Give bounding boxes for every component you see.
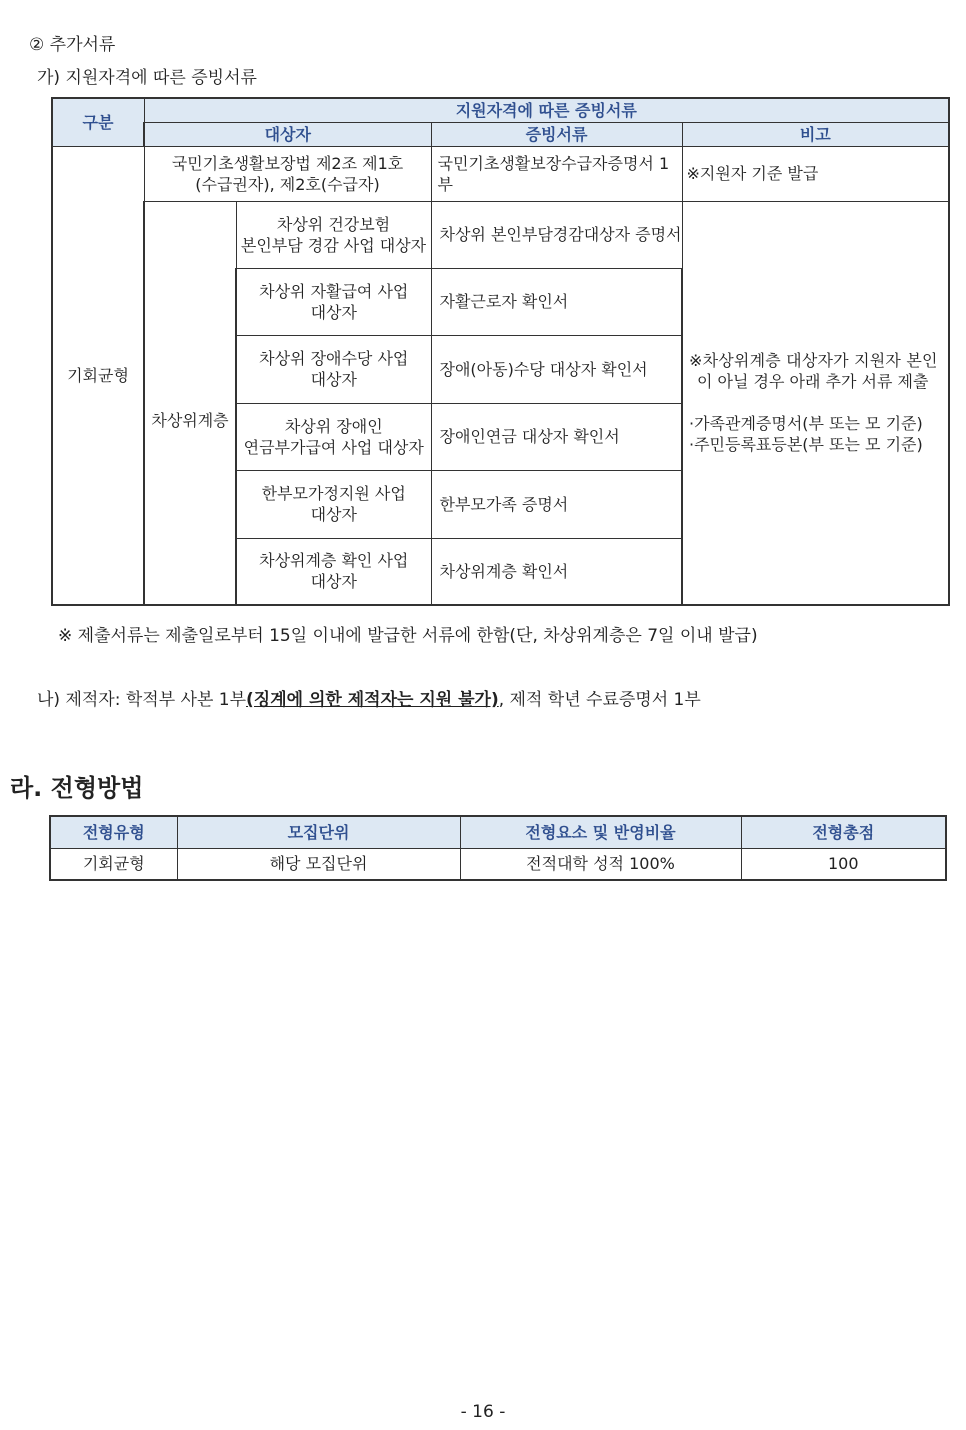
subheading-na-prefix: 나) 제적자: 학적부 사본 1부	[37, 690, 247, 710]
selection-factors-cell: 전적대학 성적 100%	[460, 848, 741, 880]
target-line: 국민기초생활보장법 제2조 제1호	[171, 153, 404, 173]
item-heading: ② 추가서류	[29, 35, 116, 55]
note-line: ·주민등록표등본(부 또는 모 기준)	[689, 435, 923, 455]
target-line: 차상위 장애인	[284, 416, 383, 436]
subheading-ga: 가) 지원자격에 따른 증빙서류	[37, 68, 257, 88]
subheading-na-suffix: , 제적 학년 수료증명서 1부	[498, 690, 701, 710]
selection-method-table	[49, 815, 947, 881]
subgroup-note-cell	[682, 201, 949, 605]
target-line: 대상자	[310, 302, 357, 322]
target-line: 차상위 장애수당 사업	[259, 349, 409, 368]
subgroup-cell: 차상위계층	[144, 201, 236, 605]
target-line: 차상위계층 확인 사업	[259, 551, 409, 571]
section-title: 라. 전형방법	[10, 774, 144, 802]
header-selection-type: 전형유형	[50, 816, 177, 848]
header-doc: 증빙서류	[431, 122, 682, 146]
note-cell: ※지원자 기준 발급	[682, 146, 949, 201]
header-category: 구분	[52, 98, 144, 146]
target-cell	[236, 268, 431, 335]
footnote: ※ 제출서류는 제출일로부터 15일 이내에 발급한 서류에 한함(단, 차상위계층은 7일 이내 발급)	[58, 626, 758, 646]
subheading-na-emphasis: (징계에 의한 제적자는 지원 불가)	[246, 690, 499, 710]
target-line: 대상자	[310, 572, 357, 592]
header-total-score: 전형총점	[741, 816, 946, 848]
subheading-na	[37, 685, 701, 710]
target-line: 대상자	[310, 505, 357, 524]
page-number: - 16 -	[460, 1402, 506, 1422]
target-line: 차상위 건강보험	[276, 214, 391, 234]
doc-cell: 자활근로자 확인서	[431, 268, 682, 335]
header-recruit-unit: 모집단위	[177, 816, 460, 848]
header-selection-factors: 전형요소 및 반영비율	[460, 816, 741, 848]
doc-cell: 국민기초생활보장수급자증명서 1부	[431, 146, 682, 201]
doc-cell: 장애인연금 대상자 확인서	[431, 403, 682, 470]
note-line: 이 아닐 경우 아래 추가 서류 제출	[697, 372, 929, 392]
note-line: ※차상위계층 대상자가 지원자 본인	[689, 351, 938, 371]
selection-type-cell: 기회균형	[50, 848, 177, 880]
target-cell	[236, 470, 431, 538]
doc-cell: 차상위 본인부담경감대상자 증명서	[431, 201, 682, 268]
target-line: 한부모가정지원 사업	[261, 484, 406, 503]
target-cell	[144, 146, 431, 201]
doc-cell: 한부모가족 증명서	[431, 470, 682, 538]
target-cell	[236, 403, 431, 470]
target-cell	[236, 335, 431, 403]
note-line: ·가족관계증명서(부 또는 모 기준)	[689, 414, 923, 434]
category-cell: 기회균형	[52, 146, 144, 605]
target-line: 차상위 자활급여 사업	[259, 281, 409, 301]
target-line: (수급권자), 제2호(수급자)	[195, 174, 380, 194]
evidence-documents-table	[51, 97, 950, 606]
recruit-unit-cell: 해당 모집단위	[177, 848, 460, 880]
doc-cell: 장애(아동)수당 대상자 확인서	[431, 335, 682, 403]
header-note: 비고	[682, 122, 949, 146]
doc-cell: 차상위계층 확인서	[431, 538, 682, 605]
header-target: 대상자	[144, 122, 431, 146]
target-cell	[236, 201, 431, 268]
target-line: 대상자	[310, 370, 357, 389]
target-line: 연금부가급여 사업 대상자	[243, 437, 424, 457]
header-group: 지원자격에 따른 증빙서류	[144, 98, 949, 122]
target-cell	[236, 538, 431, 605]
target-line: 본인부담 경감 사업 대상자	[240, 235, 427, 255]
total-score-cell: 100	[741, 848, 946, 880]
